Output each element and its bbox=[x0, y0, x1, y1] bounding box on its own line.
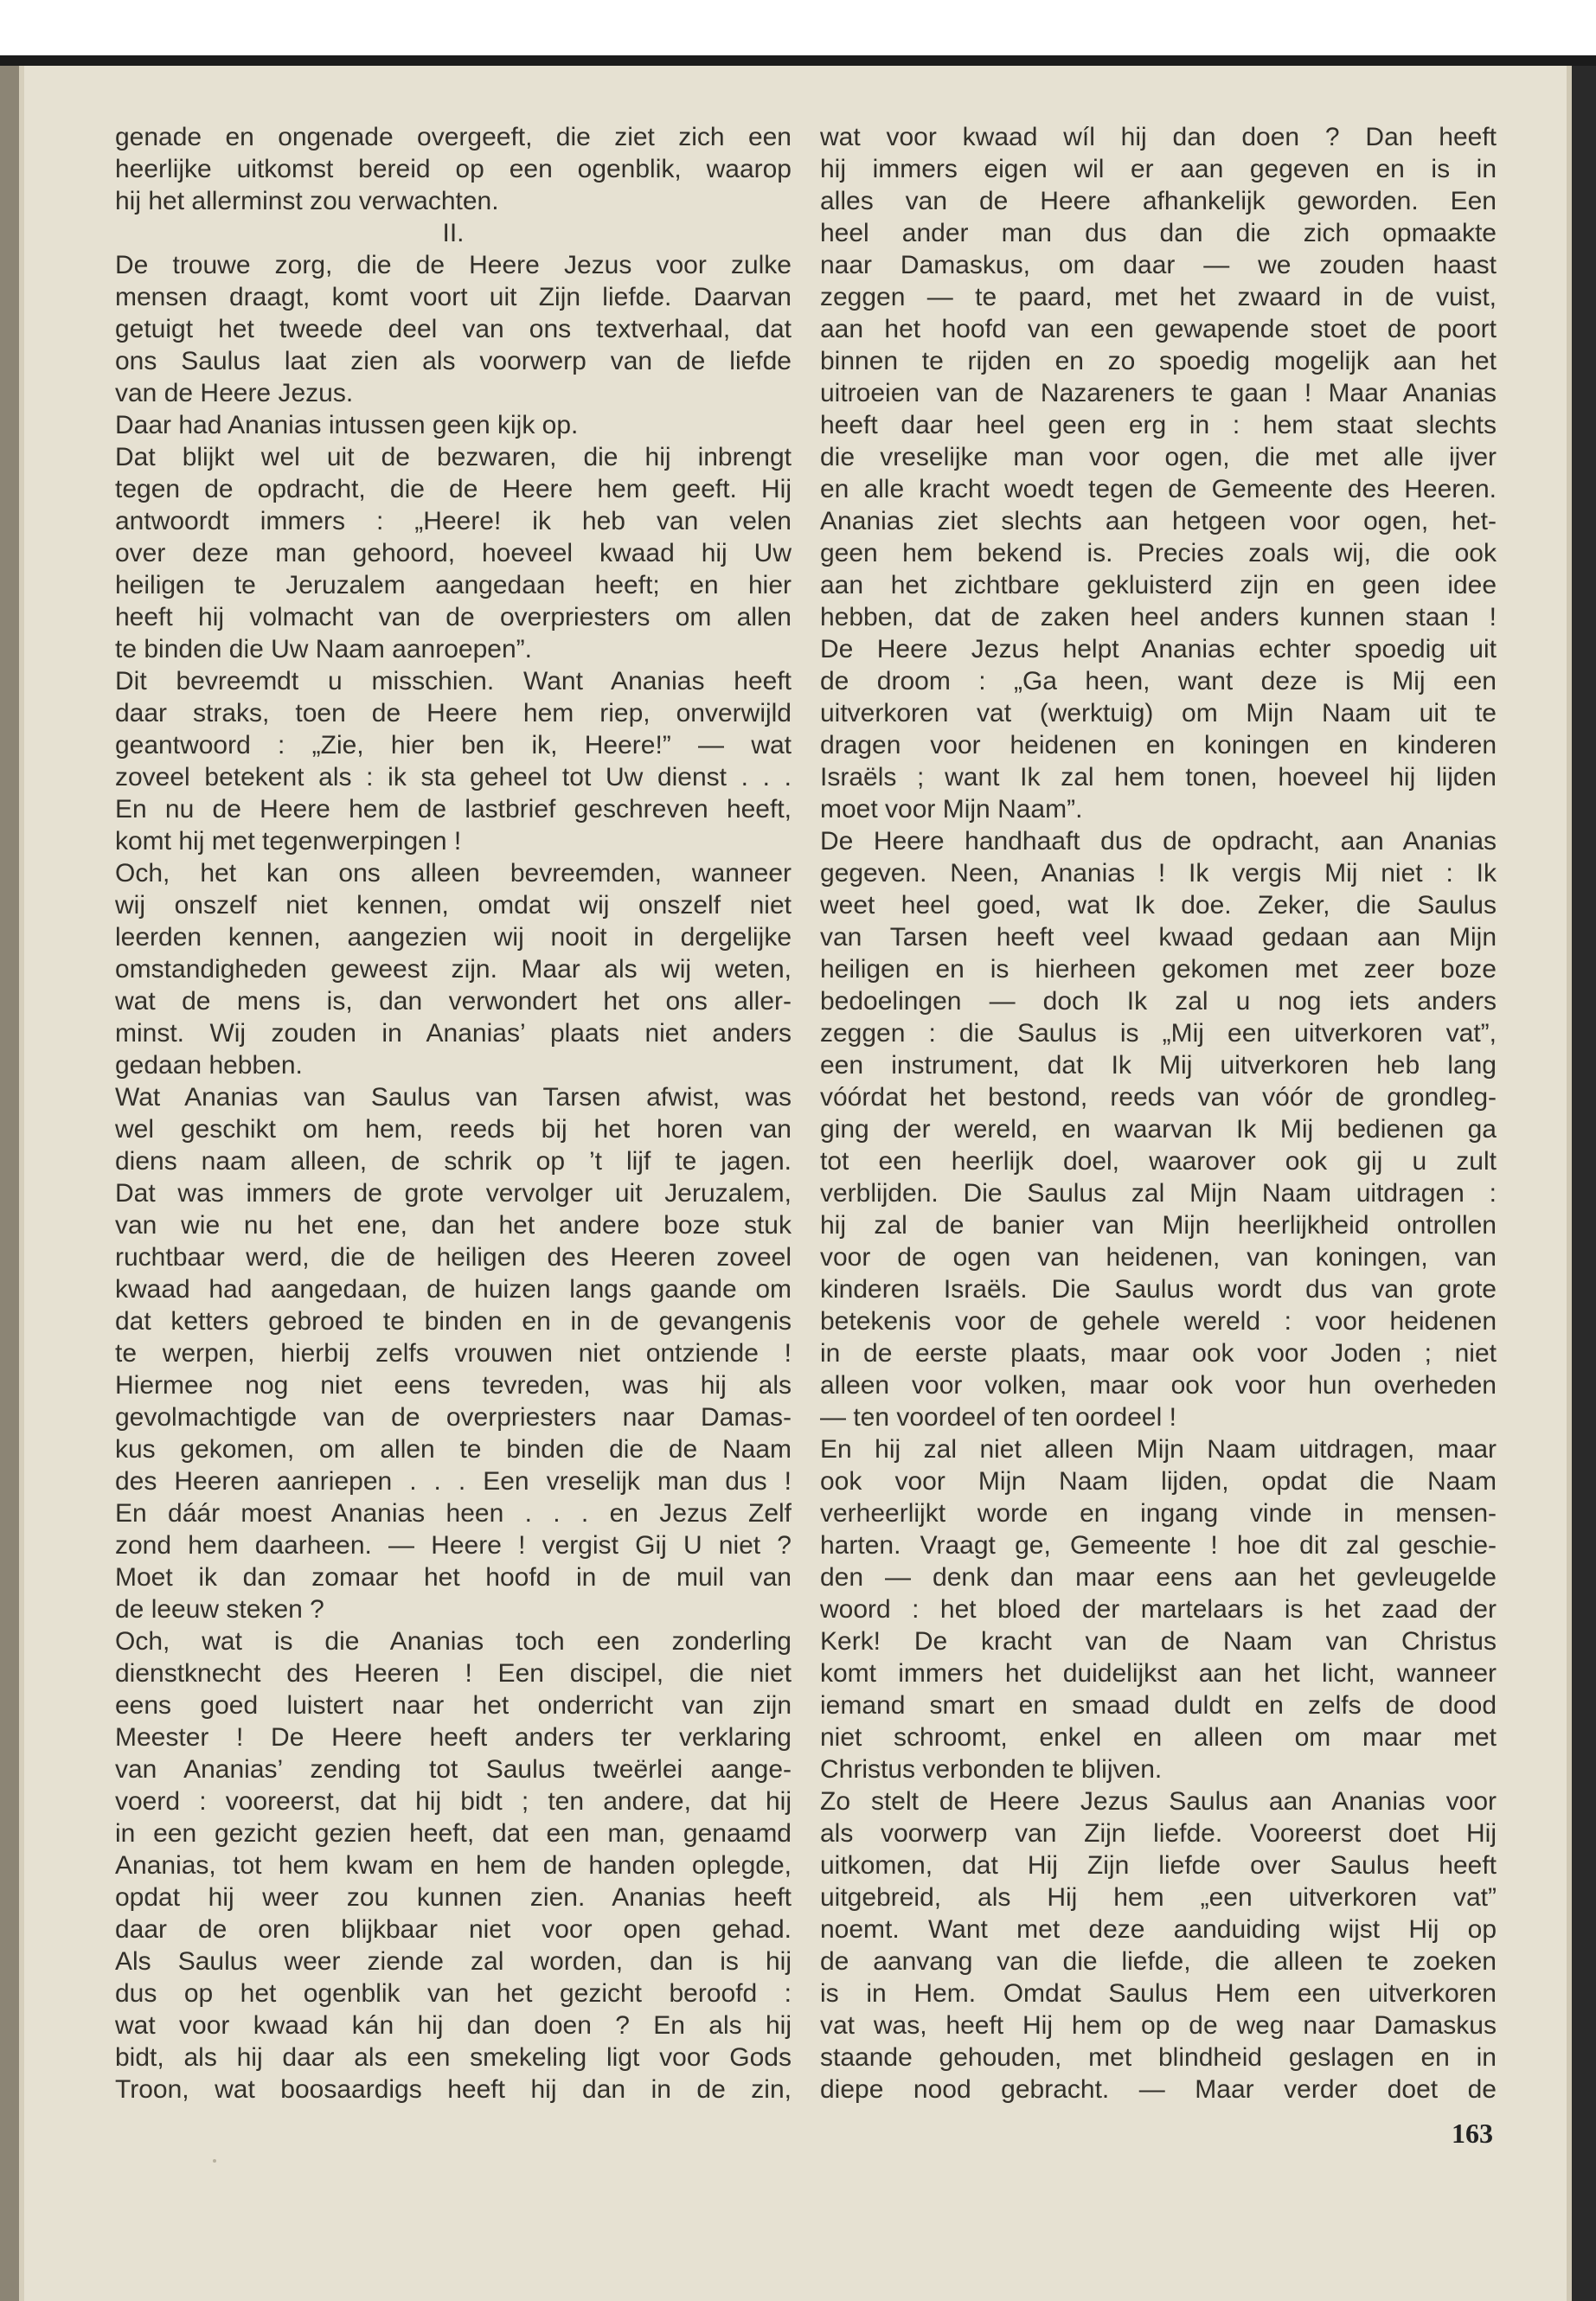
left-column-line: in een gezicht gezien heeft, dat een man, genaamd bbox=[115, 1819, 792, 1848]
left-column-line: Wat Ananias van Saulus van Tarsen afwist, was bbox=[115, 1083, 792, 1112]
left-column-line: Als Saulus weer ziende zal worden, dan is hij bbox=[115, 1947, 792, 1976]
left-column-line: van Ananias’ zending tot Saulus tweërlei aange- bbox=[115, 1755, 792, 1784]
left-column-line: eens goed luistert naar het onderricht van zijn bbox=[115, 1691, 792, 1720]
left-column-line: tegen de opdracht, die de Heere hem geeft. Hij bbox=[115, 475, 792, 503]
left-column-line: wel geschikt om hem, reeds bij het horen van bbox=[115, 1115, 792, 1144]
right-column-line: uitverkoren vat (werktuig) om Mijn Naam uit te bbox=[820, 699, 1497, 727]
left-column-line: diens naam alleen, de schrik op ’t lijf te jagen. bbox=[115, 1147, 792, 1176]
right-column-line: aan het hoofd van een gewapende stoet de poort bbox=[820, 315, 1497, 343]
left-column-line: gedaan hebben. bbox=[115, 1051, 303, 1080]
right-column-line: vóórdat het bestond, reeds van vóór de grondleg- bbox=[820, 1083, 1497, 1112]
right-column-line: diepe nood gebracht. — Maar verder doet de bbox=[820, 2075, 1497, 2104]
left-column-line: voerd : vooreerst, dat hij bidt ; ten andere, dat hij bbox=[115, 1787, 792, 1816]
scan-left-edge bbox=[0, 66, 19, 2301]
scan-right-edge bbox=[1572, 66, 1596, 2301]
right-column-line: in de eerste plaats, maar ook voor Joden ; niet bbox=[820, 1339, 1497, 1368]
right-column-line: Israëls ; want Ik zal hem tonen, hoeveel hij lijden bbox=[820, 763, 1497, 792]
left-column-line: zond hem daarheen. — Heere ! vergist Gij U niet ? bbox=[115, 1531, 792, 1560]
right-column-line: De Heere handhaaft dus de opdracht, aan Ananias bbox=[820, 827, 1497, 856]
left-column-line: ons Saulus laat zien als voorwerp van de liefde bbox=[115, 347, 792, 375]
right-column-line: en alle kracht woedt tegen de Gemeente des Heeren. bbox=[820, 475, 1497, 503]
left-column-line: komt hij met tegenwerpingen ! bbox=[115, 827, 462, 856]
right-column-line: uitkomen, dat Hij Zijn liefde over Saulus heeft bbox=[820, 1851, 1497, 1880]
right-column-line: heeft daar heel geen erg in : hem staat slechts bbox=[820, 411, 1497, 439]
left-column-line: Troon, wat boosaardigs heeft hij dan in de zin, bbox=[115, 2075, 792, 2104]
left-column-line: leerden kennen, aangezien wij nooit in dergelijke bbox=[115, 923, 792, 952]
right-text-column bbox=[820, 121, 1497, 2106]
left-text-column bbox=[115, 121, 792, 2106]
right-column-line: is in Hem. Omdat Saulus Hem een uitverkoren bbox=[820, 1979, 1497, 2008]
left-column-line: van wie nu het ene, dan het andere boze stuk bbox=[115, 1211, 792, 1240]
right-column-line: naar Damaskus, om daar — we zouden haast bbox=[820, 251, 1497, 279]
left-column-line: De trouwe zorg, die de Heere Jezus voor zulke bbox=[115, 251, 792, 279]
right-column-line: geen hem bekend is. Precies zoals wij, die ook bbox=[820, 539, 1497, 567]
right-column-line: verheerlijkt worde en ingang vinde in mensen- bbox=[820, 1499, 1497, 1528]
right-column-line: Ananias ziet slechts aan hetgeen voor ogen, het- bbox=[820, 507, 1497, 535]
right-column-line: aan het zichtbare gekluisterd zijn en geen idee bbox=[820, 571, 1497, 599]
left-column-line: hij het allerminst zou verwachten. bbox=[115, 187, 499, 215]
right-column-line: heiligen en is hierheen gekomen met zeer boze bbox=[820, 955, 1497, 984]
right-column-line: een instrument, dat Ik Mij uitverkoren heb lang bbox=[820, 1051, 1497, 1080]
left-column-line: wij onszelf niet kennen, omdat wij onszelf niet bbox=[115, 891, 792, 920]
right-column-line: zeggen : die Saulus is „Mij een uitverkoren vat”, bbox=[820, 1019, 1497, 1048]
left-column-line: Hiermee nog niet eens tevreden, was hij als bbox=[115, 1371, 792, 1400]
left-column-line: Moet ik dan zomaar het hoofd in de muil van bbox=[115, 1563, 792, 1592]
right-column-line: van Tarsen heeft veel kwaad gedaan aan Mijn bbox=[820, 923, 1497, 952]
right-column-line: den — denk dan maar eens aan het gevleugelde bbox=[820, 1563, 1497, 1592]
left-column-line: En dáár moest Ananias heen . . . en Jezus Zelf bbox=[115, 1499, 792, 1528]
right-column-line: voor de ogen van heidenen, van koningen, van bbox=[820, 1243, 1497, 1272]
right-column-line: De Heere Jezus helpt Ananias echter spoedig uit bbox=[820, 635, 1497, 663]
right-column-line: de aanvang van die liefde, die alleen te zoeken bbox=[820, 1947, 1497, 1976]
right-column-line: uitroeien van de Nazareners te gaan ! Maar Ananias bbox=[820, 379, 1497, 407]
right-column-line: Zo stelt de Heere Jezus Saulus aan Ananias voor bbox=[820, 1787, 1497, 1816]
right-column-line: komt immers het duidelijkst aan het licht, wanneer bbox=[820, 1659, 1497, 1688]
right-column-line: ging der wereld, en waarvan Ik Mij bedienen ga bbox=[820, 1115, 1497, 1144]
right-column-line: harten. Vraagt ge, Gemeente ! hoe dit zal geschie- bbox=[820, 1531, 1497, 1560]
right-column-line: uitgebreid, als Hij hem „een uitverkoren vat” bbox=[820, 1883, 1497, 1912]
left-column-line: over deze man gehoord, hoeveel kwaad hij Uw bbox=[115, 539, 792, 567]
left-column-line: kwaad had aangedaan, de huizen langs gaande om bbox=[115, 1275, 792, 1304]
left-column-line: daar de oren blijkbaar niet voor open gehad. bbox=[115, 1915, 792, 1944]
right-column-line: hij immers eigen wil er aan gegeven en is in bbox=[820, 155, 1497, 183]
right-column-line: kinderen Israëls. Die Saulus wordt dus van grote bbox=[820, 1275, 1497, 1304]
right-column-line: die vreselijke man voor ogen, die met alle ijver bbox=[820, 443, 1497, 471]
left-column-line: zoveel betekent als : ik sta geheel tot Uw dienst . . . bbox=[115, 763, 792, 792]
right-column-line: de droom : „Ga heen, want deze is Mij een bbox=[820, 667, 1497, 695]
right-column-line: zeggen — te paard, met het zwaard in de vuist, bbox=[820, 283, 1497, 311]
right-column-line: bedoelingen — doch Ik zal u nog iets anders bbox=[820, 987, 1497, 1016]
left-column-line: Ananias, tot hem kwam en hem de handen oplegde, bbox=[115, 1851, 792, 1880]
left-column-line: de leeuw steken ? bbox=[115, 1595, 324, 1624]
right-column-line: alles van de Heere afhankelijk geworden. Een bbox=[820, 187, 1497, 215]
left-column-line: des Heeren aanriepen . . . Een vreselijk man dus ! bbox=[115, 1467, 792, 1496]
right-column-line: woord : het bloed der martelaars is het zaad der bbox=[820, 1595, 1497, 1624]
right-column-line: betekenis voor de gehele wereld : voor heidenen bbox=[820, 1307, 1497, 1336]
left-column-line: wat de mens is, dan verwondert het ons aller- bbox=[115, 987, 792, 1016]
left-column-line: heerlijke uitkomst bereid op een ogenblik, waarop bbox=[115, 155, 792, 183]
left-column-line: En nu de Heere hem de lastbrief geschreven heeft, bbox=[115, 795, 792, 824]
left-column-line: te werpen, hierbij zelfs vrouwen niet ontziende ! bbox=[115, 1339, 792, 1368]
right-column-line: vat was, heeft Hij hem op de weg naar Damaskus bbox=[820, 2011, 1497, 2040]
left-column-line: ruchtbaar werd, die de heiligen des Heeren zoveel bbox=[115, 1243, 792, 1272]
left-column-line: II. bbox=[442, 219, 465, 247]
left-column-line: omstandigheden geweest zijn. Maar als wij weten, bbox=[115, 955, 792, 984]
right-column-line: alleen voor volken, maar ook voor hun overheden bbox=[820, 1371, 1497, 1400]
right-column-line: En hij zal niet alleen Mijn Naam uitdragen, maar bbox=[820, 1435, 1497, 1464]
right-column-line: dragen voor heidenen en koningen en kinderen bbox=[820, 731, 1497, 760]
left-column-line: gevolmachtigde van de overpriesters naar Damas- bbox=[115, 1403, 792, 1432]
left-column-line: kus gekomen, om allen te binden die de Naam bbox=[115, 1435, 792, 1464]
right-column-line: moet voor Mijn Naam”. bbox=[820, 795, 1083, 824]
right-column-line: Christus verbonden te blijven. bbox=[820, 1755, 1163, 1784]
right-column-line: hij zal de banier van Mijn heerlijkheid ontrollen bbox=[820, 1211, 1497, 1240]
left-column-line: dienstknecht des Heeren ! Een discipel, die niet bbox=[115, 1659, 792, 1688]
left-column-line: Och, wat is die Ananias toch een zonderling bbox=[115, 1627, 792, 1656]
left-column-line: mensen draagt, komt voort uit Zijn liefde. Daarvan bbox=[115, 283, 792, 311]
left-column-line: opdat hij weer zou kunnen zien. Ananias heeft bbox=[115, 1883, 792, 1912]
right-column-line: verblijden. Die Saulus zal Mijn Naam uitdragen : bbox=[820, 1179, 1497, 1208]
left-column-line: genade en ongenade overgeeft, die ziet zich een bbox=[115, 123, 792, 151]
left-column-line: van de Heere Jezus. bbox=[115, 379, 354, 407]
left-column-line: Dit bevreemdt u misschien. Want Ananias heeft bbox=[115, 667, 792, 695]
left-column-line: minst. Wij zouden in Ananias’ plaats niet anders bbox=[115, 1019, 792, 1048]
left-column-line: dus op het ogenblik van het gezicht beroofd : bbox=[115, 1979, 792, 2008]
left-column-line: heeft hij volmacht van de overpriesters om allen bbox=[115, 603, 792, 631]
right-column-line: niet schroomt, enkel en alleen om maar met bbox=[820, 1723, 1497, 1752]
left-column-line: geantwoord : „Zie, hier ben ik, Heere!” — wat bbox=[115, 731, 792, 760]
right-column-line: staande gehouden, met blindheid geslagen en in bbox=[820, 2043, 1497, 2072]
right-column-line: Kerk! De kracht van de Naam van Christus bbox=[820, 1627, 1497, 1656]
left-column-line: Meester ! De Heere heeft anders ter verklaring bbox=[115, 1723, 792, 1752]
page-number: 163 bbox=[1452, 2118, 1493, 2149]
left-column-line: antwoordt immers : „Heere! ik heb van velen bbox=[115, 507, 792, 535]
left-column-line: getuigt het tweede deel van ons textverhaal, dat bbox=[115, 315, 792, 343]
right-column-line: ook voor Mijn Naam lijden, opdat die Naam bbox=[820, 1467, 1497, 1496]
right-column-line: hebben, dat de zaken heel anders kunnen staan ! bbox=[820, 603, 1497, 631]
left-column-line: dat ketters gebroed te binden en in de gevangenis bbox=[115, 1307, 792, 1336]
left-column-line: bidt, als hij daar als een smekeling ligt voor Gods bbox=[115, 2043, 792, 2072]
right-column-line: — ten voordeel of ten oordeel ! bbox=[820, 1403, 1176, 1432]
left-column-line: te binden die Uw Naam aanroepen”. bbox=[115, 635, 532, 663]
right-column-line: heel ander man dus dan die zich opmaakte bbox=[820, 219, 1497, 247]
paper-speck bbox=[213, 2159, 216, 2163]
right-column-line: wat voor kwaad wíl hij dan doen ? Dan heeft bbox=[820, 123, 1497, 151]
left-column-line: Dat was immers de grote vervolger uit Jeruzalem, bbox=[115, 1179, 792, 1208]
right-column-line: gegeven. Neen, Ananias ! Ik vergis Mij niet : Ik bbox=[820, 859, 1497, 888]
left-column-line: Och, het kan ons alleen bevreemden, wanneer bbox=[115, 859, 792, 888]
left-column-line: heiligen te Jeruzalem aangedaan heeft; en hier bbox=[115, 571, 792, 599]
right-column-line: weet heel goed, wat Ik doe. Zeker, die Saulus bbox=[820, 891, 1497, 920]
right-column-line: tot een heerlijk doel, waarover ook gij u zult bbox=[820, 1147, 1497, 1176]
right-column-line: noemt. Want met deze aanduiding wijst Hij op bbox=[820, 1915, 1497, 1944]
left-column-line: Dat blijkt wel uit de bezwaren, die hij inbrengt bbox=[115, 443, 792, 471]
scan-top-margin bbox=[0, 0, 1596, 62]
right-column-line: binnen te rijden en zo spoedig mogelijk aan het bbox=[820, 347, 1497, 375]
left-column-line: wat voor kwaad kán hij dan doen ? En als hij bbox=[115, 2011, 792, 2040]
right-column-line: iemand smart en smaad duldt en zelfs de dood bbox=[820, 1691, 1497, 1720]
left-column-line: Daar had Ananias intussen geen kijk op. bbox=[115, 411, 579, 439]
right-column-line: als voorwerp van Zijn liefde. Vooreerst doet Hij bbox=[820, 1819, 1497, 1848]
left-column-line: daar straks, toen de Heere hem riep, onverwijld bbox=[115, 699, 792, 727]
